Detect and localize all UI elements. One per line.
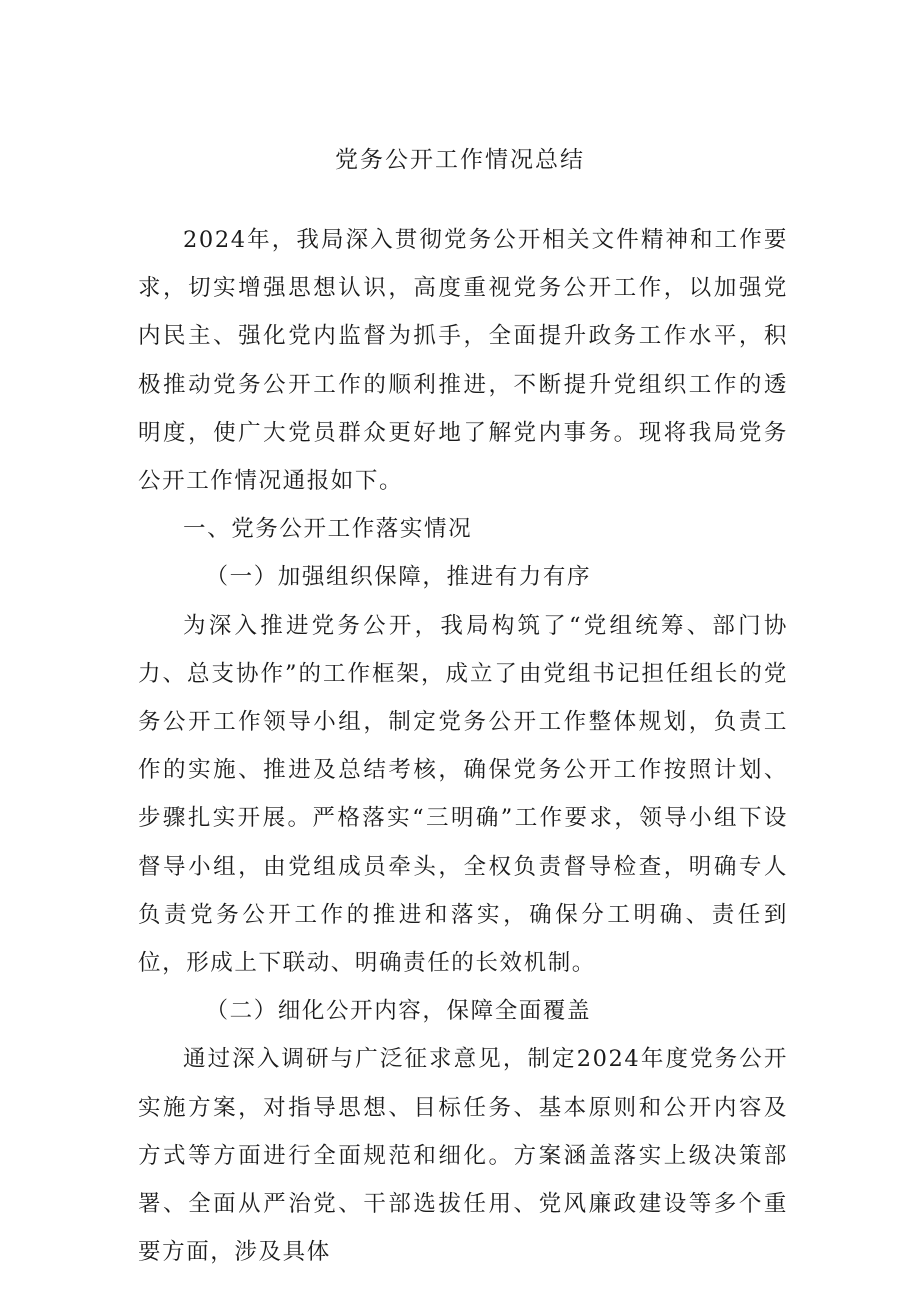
subsection-heading-1: （一）加强组织保障，推进有力有序 bbox=[205, 564, 592, 591]
intro-paragraph: 2024年，我局深入贯彻党务公开相关文件精神和工作要求，切实增强思想认识，高度重视党务公开工作，以加强党内民主、强化党内监督为抓手，全面提升政务工作水平，积极推动党务公开工作的顺利推进，不断提升党组织工作的透明度，使广大党员群众更好地了解党内事务。现将我局党务公开工作情况通报如下。 bbox=[138, 227, 788, 495]
subsection-heading-2: （二）细化公开内容，保障全面覆盖 bbox=[205, 998, 592, 1025]
section-heading-1: 一、党务公开工作落实情况 bbox=[183, 516, 473, 543]
subsection-1-paragraph: 为深入推进党务公开，我局构筑了“党组统筹、部门协力、总支协作”的工作框架，成立了由党组书记担任组长的党务公开工作领导小组，制定党务公开工作整体规划，负责工作的实施、推进及总结考核，确保党务公开工作按照计划、步骤扎实开展。严格落实“三明确”工作要求，领导小组下设督导小组，由党组成员牵头，全权负责督导检查，明确专人负责党务公开工作的推进和落实，确保分工明确、责任到位，形成上下联动、明确责任的长效机制。 bbox=[138, 612, 788, 977]
document-body bbox=[138, 216, 788, 1276]
subsection-2-paragraph: 通过深入调研与广泛征求意见，制定2024年度党务公开实施方案，对指导思想、目标任务、基本原则和公开内容及方式等方面进行全面规范和细化。方案涵盖落实上级决策部署、全面从严治党、干部选拔任用、党风廉政建设等多个重要方面，涉及具体 bbox=[138, 1046, 788, 1266]
document-title: 党务公开工作情况总结 bbox=[335, 147, 585, 173]
